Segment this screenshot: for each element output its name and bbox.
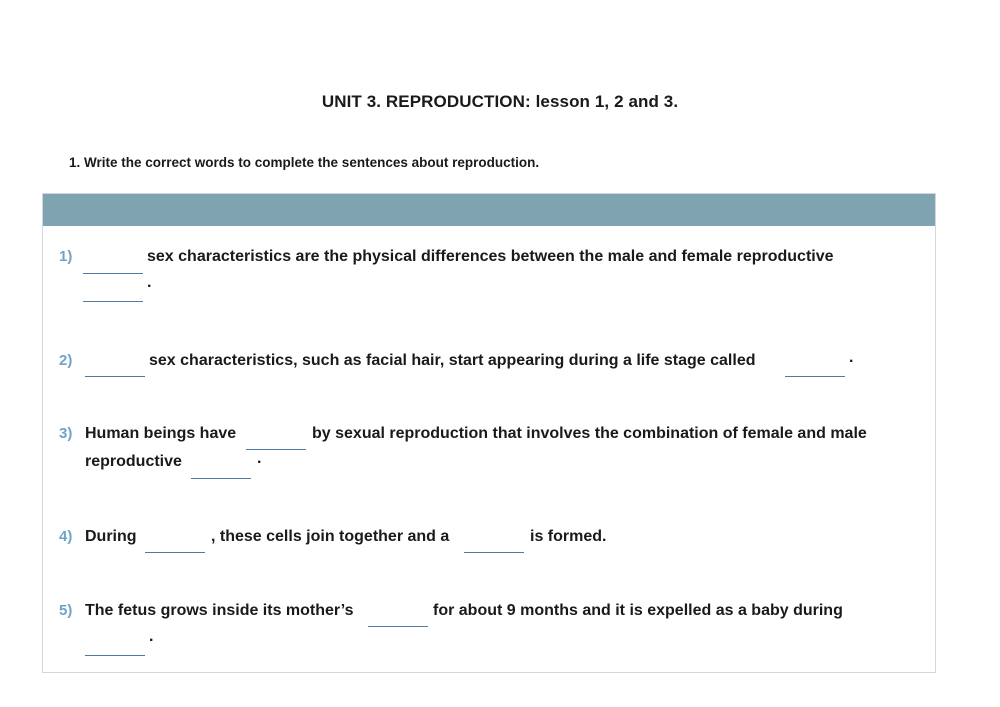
question-4-text-end: is formed.	[530, 528, 607, 545]
page-title: UNIT 3. REPRODUCTION: lesson 1, 2 and 3.	[321, 92, 679, 111]
question-4-text-middle: , these cells join together and a	[211, 528, 450, 545]
question-5-text-end: for about 9 months and it is expelled as a baby during	[433, 602, 843, 619]
question-2-blank-2[interactable]	[785, 375, 845, 377]
exercise-panel	[42, 193, 936, 673]
question-4-blank-2[interactable]	[464, 551, 524, 553]
question-3-text-start: Human beings have	[85, 425, 237, 442]
question-1-blank-2[interactable]	[83, 300, 143, 302]
question-3-number: 3)	[59, 425, 73, 442]
question-3-blank-2[interactable]	[191, 477, 251, 479]
question-5-text-start: The fetus grows inside its mother’s	[85, 602, 354, 619]
question-5-period: .	[149, 628, 154, 645]
question-3-blank-1[interactable]	[246, 448, 306, 450]
question-2-blank-1[interactable]	[85, 375, 145, 377]
question-3-line2-text: reproductive	[85, 453, 182, 470]
exercise-header-bar	[43, 194, 935, 226]
question-4-blank-1[interactable]	[145, 551, 205, 553]
question-3-period: .	[257, 450, 262, 467]
question-5-blank-1[interactable]	[368, 625, 428, 627]
question-4-text-start: During	[85, 528, 137, 545]
question-5-blank-2[interactable]	[85, 654, 145, 656]
instruction-text: 1. Write the correct words to complete the sentences about reproduction.	[69, 155, 540, 170]
question-1-number: 1)	[59, 248, 73, 265]
question-2-period: .	[849, 349, 854, 366]
question-1-period: .	[147, 274, 152, 291]
question-2-text: sex characteristics, such as facial hair, start appearing during a life stage called	[149, 352, 756, 369]
question-1-blank-1[interactable]	[83, 272, 143, 274]
question-4-number: 4)	[59, 528, 73, 545]
question-3-text-end: by sexual reproduction that involves the combination of female and male	[312, 425, 867, 442]
question-1-text: sex characteristics are the physical differences between the male and female reproductive	[147, 248, 834, 265]
question-2-number: 2)	[59, 352, 73, 369]
question-5-number: 5)	[59, 602, 73, 619]
